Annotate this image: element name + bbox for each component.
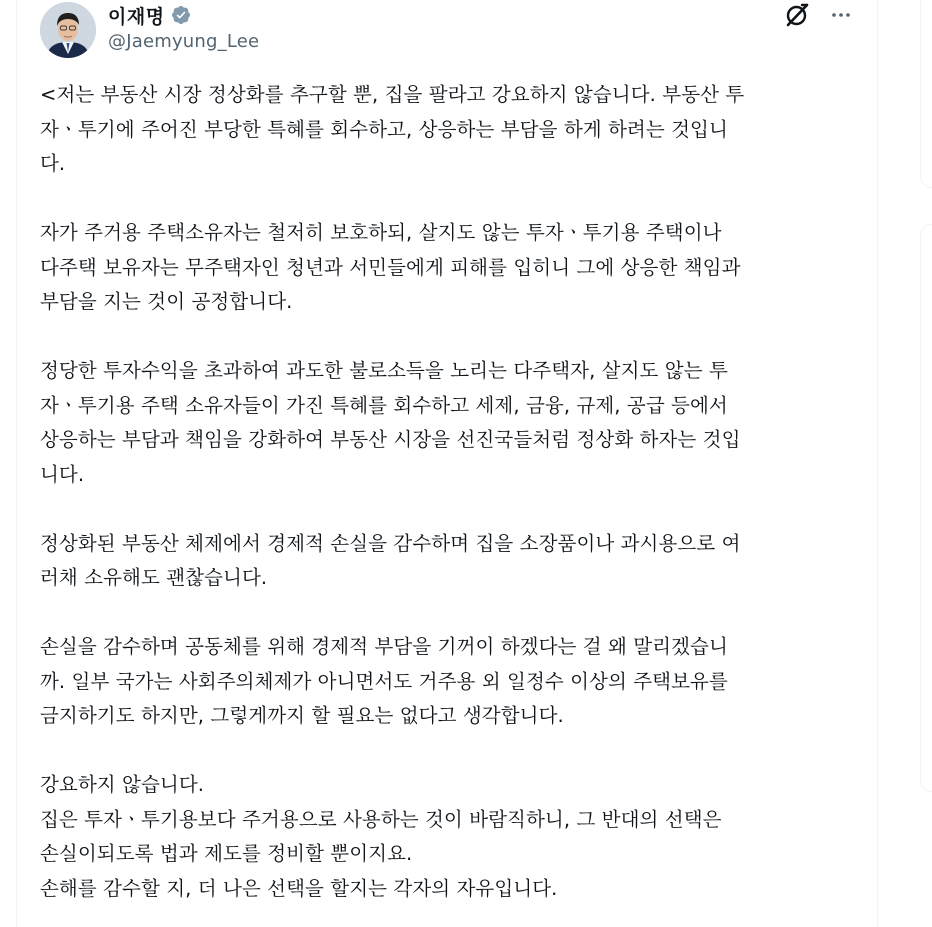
tweet-paragraph: <저는 부동산 시장 정상화를 추구할 뿐, 집을 팔라고 강요하지 않습니다. 부동산 투 자ㆍ투기에 주어진 부당한 특혜를 회수하고, 상응하는 부담을 하게 하려는 것입니 다. [40, 83, 745, 175]
author-block [108, 2, 259, 52]
verified-badge-icon[interactable] [171, 5, 191, 25]
tweet-header [24, 0, 854, 62]
right-panel-edge [920, 0, 932, 927]
tweet-text [40, 78, 870, 906]
grok-slash-icon [784, 2, 810, 28]
author-display-name[interactable]: 이재명 [108, 5, 165, 28]
more-options-button[interactable] [828, 2, 854, 28]
avatar-portrait-icon [40, 2, 96, 58]
right-panel-card-middle [920, 224, 932, 792]
tweet-paragraph: 정상화된 부동산 체제에서 경제적 손실을 감수하며 집을 소장품이나 과시용으로 여 러채 소유해도 괜찮습니다. [40, 531, 741, 589]
grok-button[interactable] [784, 2, 810, 28]
avatar[interactable] [40, 2, 96, 58]
author-handle[interactable]: @Jaemyung_Lee [108, 31, 260, 52]
tweet-paragraph: 자가 주거용 주택소유자는 철저히 보호하되, 살지도 않는 투자ㆍ투기용 주택이나 다주택 보유자는 무주택자인 청년과 서민들에게 피해를 입히니 그에 상응한 책임과 부담을 지는 것이 공정합니다. [40, 221, 741, 313]
header-actions [784, 2, 854, 28]
display-name-row [108, 2, 259, 28]
tweet-paragraph: 강요하지 않습니다. 집은 투자ㆍ투기용보다 주거용으로 사용하는 것이 바람직하니, 그 반대의 선택은 손실이되도록 법과 제도를 정비할 뿐이지요. 손해를 감수할 지, 더 나은 선택을 할지는 각자의 자유입니다. [40, 773, 722, 900]
right-panel-card-top [920, 0, 932, 188]
tweet-paragraph: 정당한 투자수익을 초과하여 과도한 불로소득을 노리는 다주택자, 살지도 않는 투 자ㆍ투기용 주택 소유자들이 가진 특혜를 회수하고 세제, 금융, 규제, 공급 등에서 상응하는 부담과 책임을 강화하여 부동산 시장을 선진국들처럼 정상화 하자는 것입 니다. [40, 359, 741, 486]
tweet-paragraph: 손실을 감수하며 공동체를 위해 경제적 부담을 기꺼이 하겠다는 걸 왜 말리겠습니 까. 일부 국가는 사회주의체제가 아니면서도 거주용 외 일정수 이상의 주택보유를 금지하기도 하지만, 그렇게까지 할 필요는 없다고 생각합니다. [40, 635, 728, 727]
more-horizontal-icon [830, 4, 852, 26]
